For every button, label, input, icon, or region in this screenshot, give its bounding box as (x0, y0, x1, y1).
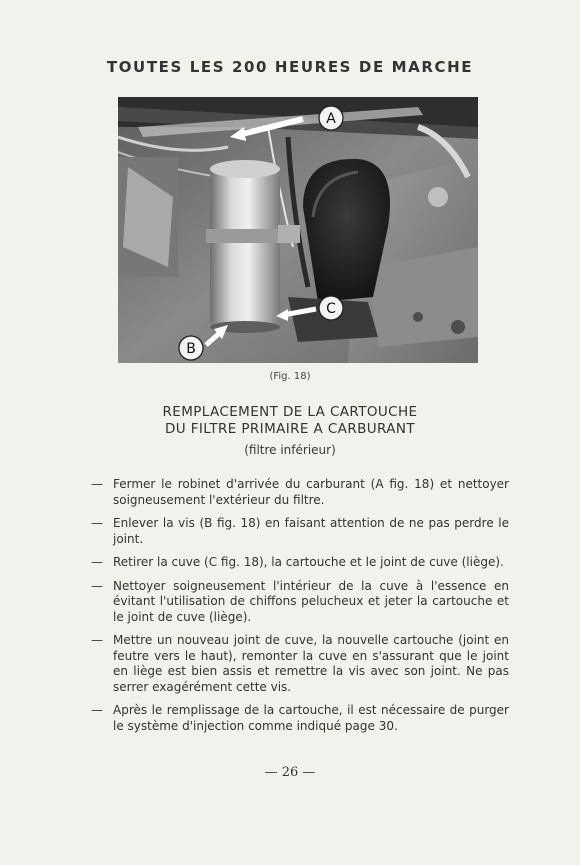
section-title-line-1: REMPLACEMENT DE LA CARTOUCHE (162, 404, 418, 420)
list-item (91, 633, 509, 695)
list-dash: — (91, 703, 103, 717)
section-title-line-2: DU FILTRE PRIMAIRE A CARBURANT (164, 421, 416, 437)
list-dash: — (91, 516, 103, 530)
list-item (91, 555, 509, 571)
label-c: C (326, 301, 336, 317)
instruction-list (91, 477, 509, 742)
list-dash: — (91, 633, 103, 647)
list-dash: — (91, 477, 103, 491)
step-text: Après le remplissage de la cartouche, il est nécessaire de purger le système d'injection comme indiqué page 30. (113, 703, 509, 733)
section-title (0, 404, 580, 438)
step-text: Enlever la vis (B fig. 18) en faisant attention de ne pas perdre le joint. (113, 516, 509, 546)
list-item (91, 579, 509, 626)
step-text: Retirer la cuve (C fig. 18), la cartouche et le joint de cuve (liège). (113, 555, 504, 569)
list-item (91, 703, 509, 734)
page-header: TOUTES LES 200 HEURES DE MARCHE (106, 58, 474, 76)
page-number: — 26 — (264, 765, 316, 780)
figure-caption: (Fig. 18) (269, 371, 311, 382)
section-subtitle: (filtre inférieur) (244, 443, 336, 457)
list-item (91, 516, 509, 547)
list-dash: — (91, 555, 103, 569)
list-item (91, 477, 509, 508)
list-dash: — (91, 578, 103, 593)
label-b: B (186, 341, 196, 357)
label-a: A (326, 111, 336, 127)
engine-photo (118, 97, 478, 363)
step-text: Fermer le robinet d'arrivée du carburant (A fig. 18) et nettoyer soigneusement l'extérieur du filtre. (113, 477, 509, 507)
step-text: Mettre un nouveau joint de cuve, la nouvelle cartouche (joint en feutre vers le haut), remonter la cuve en s'assurant que le joint en liège est bien assis et remettre la vis avec son joint. Ne pas serrer exagérément cette vis. (113, 633, 509, 694)
step-text: Nettoyer soigneusement l'intérieur de la cuve à l'essence en évitant l'utilisation de chiffons pelucheux et jeter la cartouche et le joint de cuve (liège). (113, 578, 509, 624)
